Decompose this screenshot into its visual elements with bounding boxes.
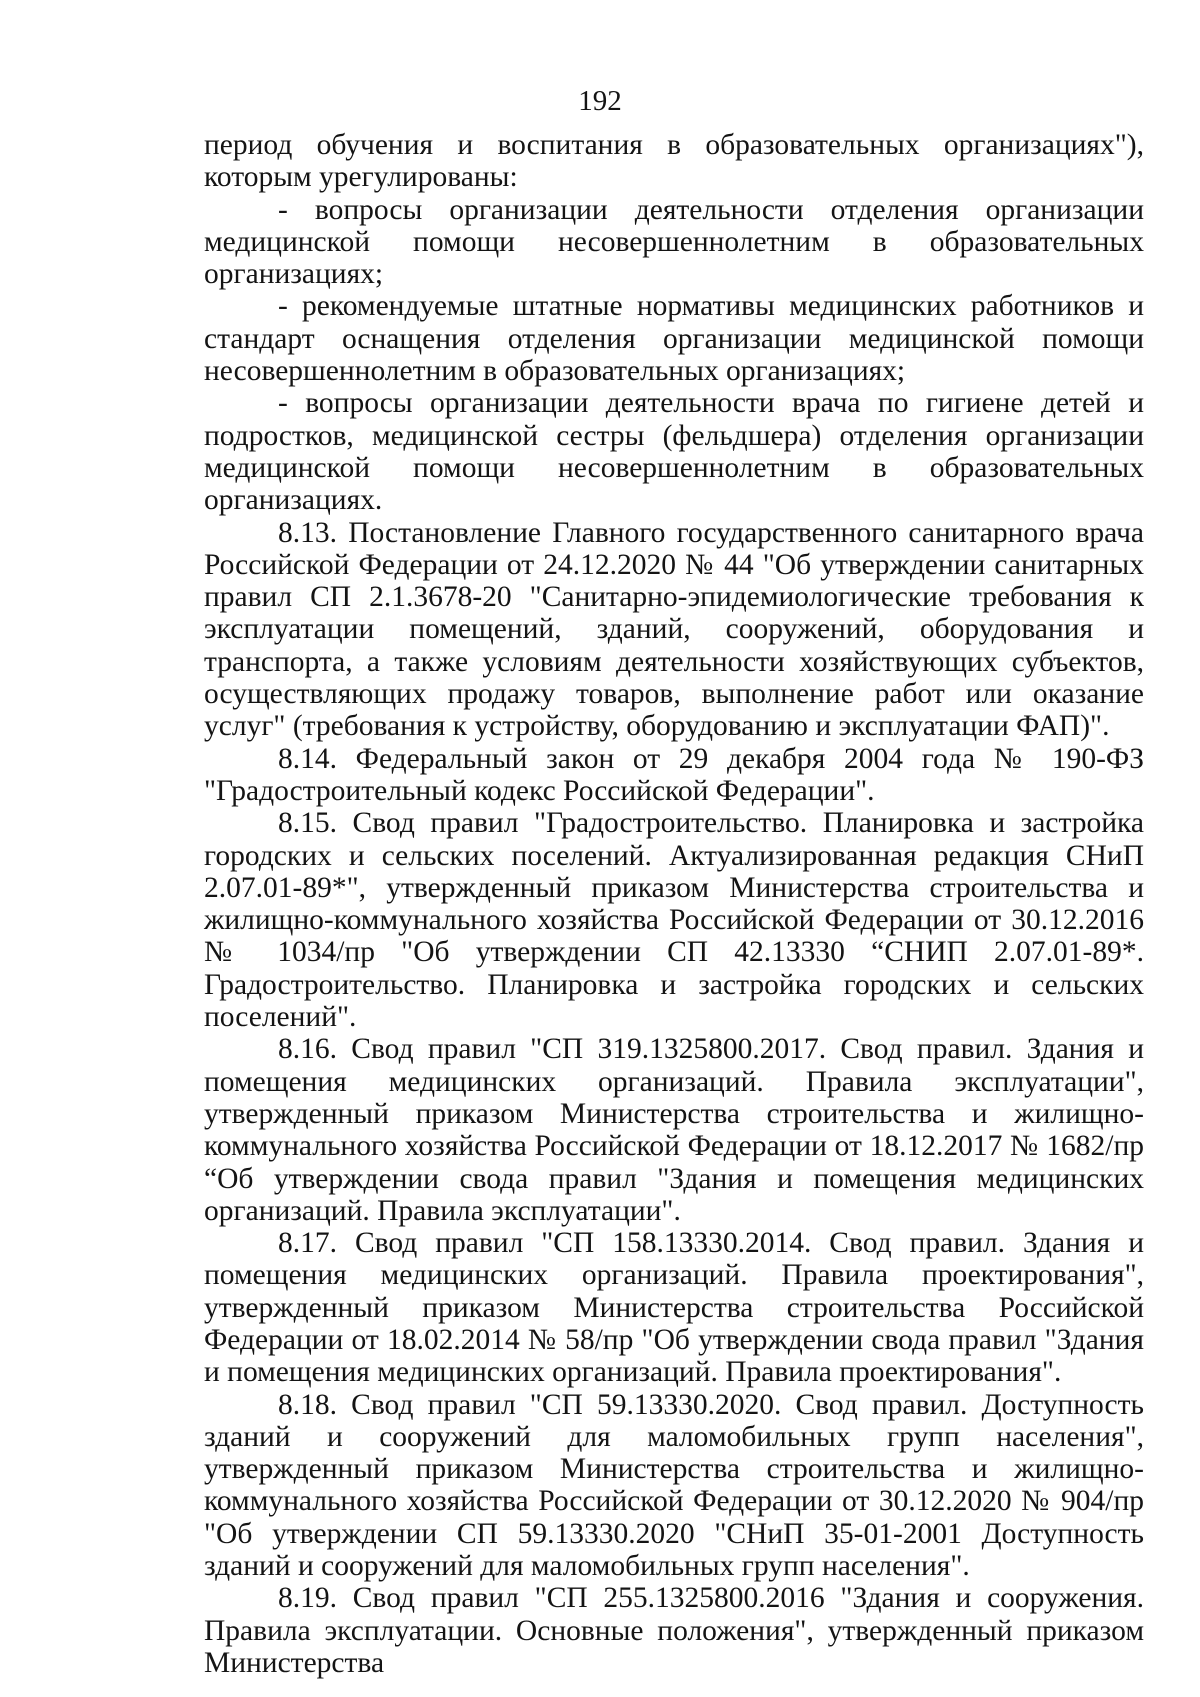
paragraph-8-16: 8.16. Свод правил "СП 319.1325800.2017. Свод правил. Здания и помещения медицинских организаций. Правила эксплуатации", утвержденный приказом Министерства строительства и жилищно-коммунального хозяйства Российской Федерации от 18.12.2017 № 1682/пр “Об утверждении свода правил "Здания и помещения медицинских организаций. Правила эксплуатации". (204, 1033, 1144, 1227)
list-item-dash: - вопросы организации деятельности врача по гигиене детей и подростков, медицинской сестры (фельдшера) отделения организации медицинской помощи несовершеннолетним в образовательных организациях. (204, 387, 1144, 517)
paragraph-continuation: период обучения и воспитания в образовательных организациях"), которым урегулированы: (204, 129, 1144, 194)
page-number: 192 (578, 85, 622, 117)
paragraph-8-17: 8.17. Свод правил "СП 158.13330.2014. Свод правил. Здания и помещения медицинских организаций. Правила проектирования", утвержденный приказом Министерства строительства Российской Федерации от 18.02.2014 № 58/пр "Об утверждении свода правил "Здания и помещения медицинских организаций. Правила проектирования". (204, 1227, 1144, 1389)
paragraph-8-19: 8.19. Свод правил "СП 255.1325800.2016 "Здания и сооружения. Правила эксплуатации. Основные положения", утвержденный приказом Министерства (204, 1582, 1144, 1679)
paragraph-8-13: 8.13. Постановление Главного государственного санитарного врача Российской Федерации от 24.12.2020 № 44 "Об утверждении санитарных правил СП 2.1.3678-20 "Санитарно-эпидемиологические требования к эксплуатации помещений, зданий, сооружений, оборудования и транспорта, а также условиям деятельности хозяйствующих субъектов, осуществляющих продажу товаров, выполнение работ или оказание услуг" (требования к устройству, оборудованию и эксплуатации ФАП)". (204, 516, 1144, 743)
list-item-dash: - вопросы организации деятельности отделения организации медицинской помощи несовершеннолетним в образовательных организациях; (204, 193, 1144, 291)
paragraph-8-18: 8.18. Свод правил "СП 59.13330.2020. Свод правил. Доступность зданий и сооружений для маломобильных групп населения", утвержденный приказом Министерства строительства и жилищно-коммунального хозяйства Российской Федерации от 30.12.2020 № 904/пр "Об утверждении СП 59.13330.2020 "СНиП 35-01-2001 Доступность зданий и сооружений для маломобильных групп населения". (204, 1388, 1144, 1583)
list-item-dash: - рекомендуемые штатные нормативы медицинских работников и стандарт оснащения отделения организации медицинской помощи несовершеннолетним в образовательных организациях; (204, 290, 1144, 388)
paragraph-8-14: 8.14. Федеральный закон от 29 декабря 2004 года № 190-ФЗ "Градостроительный кодекс Российской Федерации". (204, 742, 1144, 807)
paragraph-8-15: 8.15. Свод правил "Градостроительство. Планировка и застройка городских и сельских поселений. Актуализированная редакция СНиП 2.07.01-89*", утвержденный приказом Министерства строительства и жилищно-коммунального хозяйства Российской Федерации от 30.12.2016 № 1034/пр "Об утверждении СП 42.13330 “СНИП 2.07.01-89*. Градостроительство. Планировка и застройка городских и сельских поселений". (204, 807, 1144, 1034)
document-body (204, 129, 1144, 1679)
